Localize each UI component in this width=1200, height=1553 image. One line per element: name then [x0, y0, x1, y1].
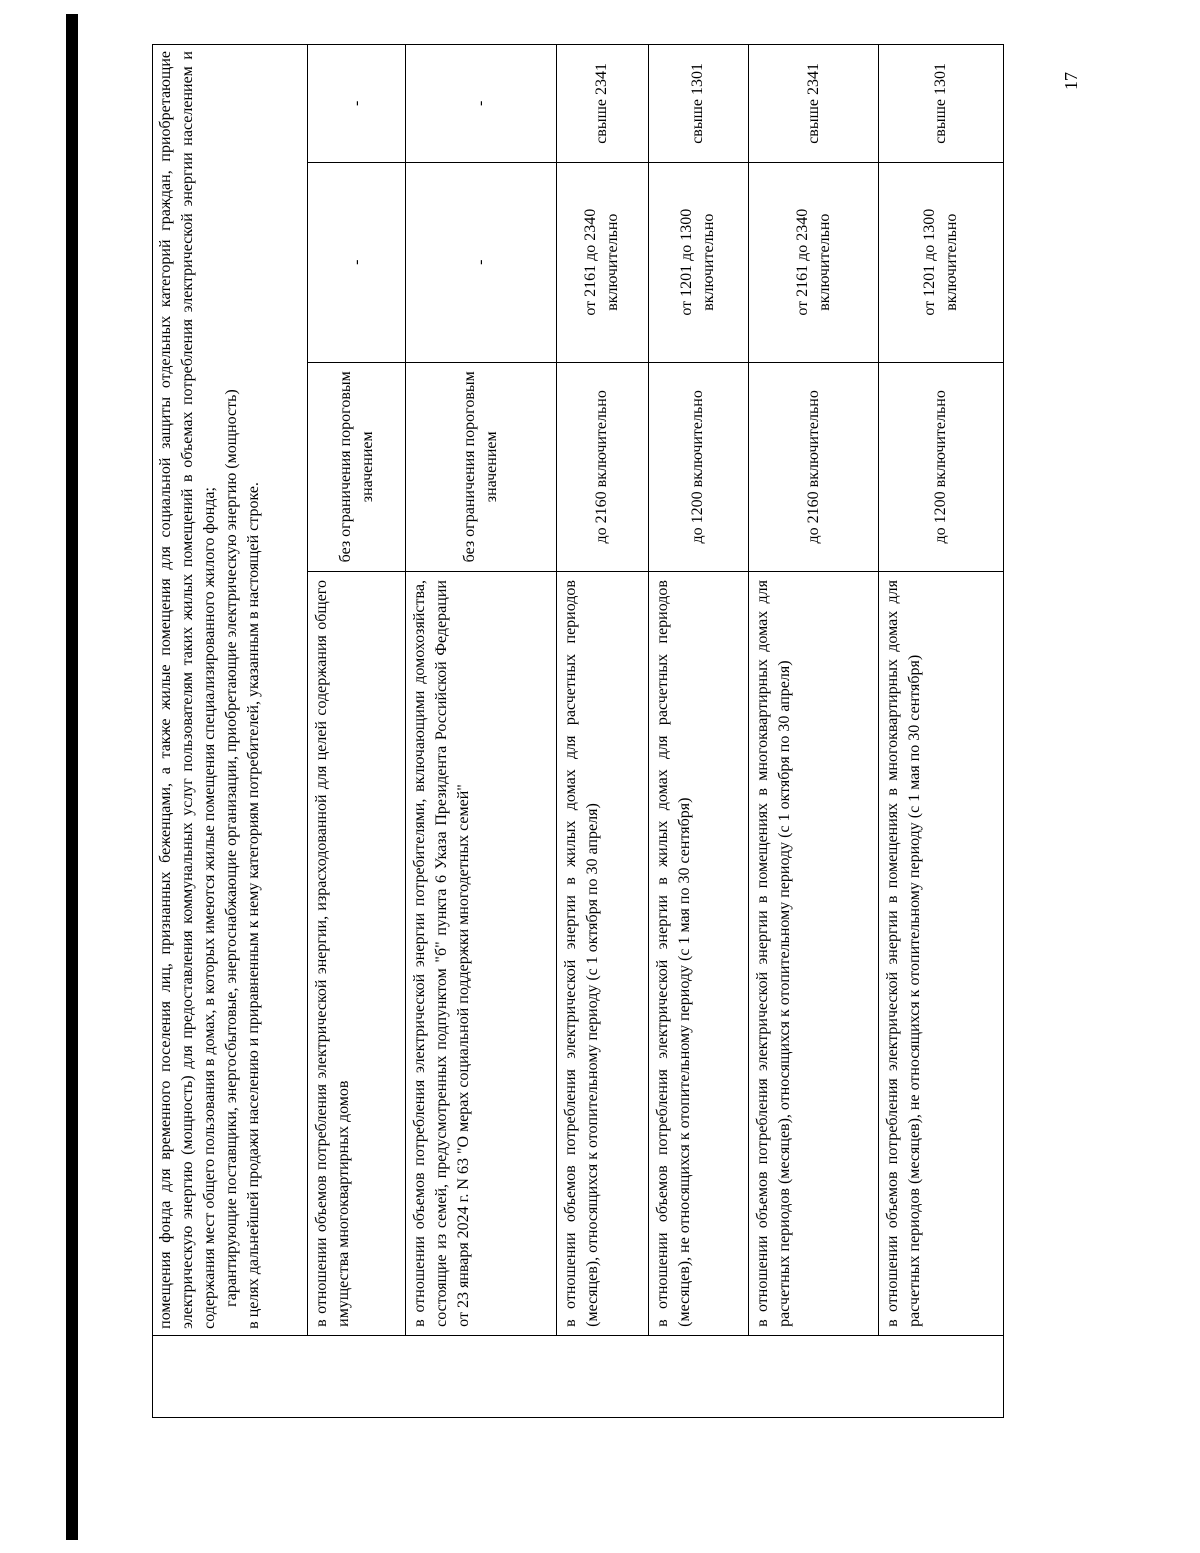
row-description: в отношении объемов потребления электрической энергии в помещениях в многоквартирных домах для расчетных периодов (месяцев), относящихся к отопительному периоду (с 1 октября по 30 апреля) — [748, 572, 879, 1336]
row-range-1: до 2160 включительно — [748, 362, 879, 571]
page-number-text: 17 — [1061, 72, 1081, 90]
row-range-3: - — [308, 45, 406, 163]
table-row — [308, 45, 406, 1418]
rotated-table-container — [152, 44, 1004, 1418]
empty-first-column — [153, 1335, 1004, 1417]
row-range-3: свыше 2341 — [557, 45, 649, 163]
row-range-3: свыше 2341 — [748, 45, 879, 163]
row-range-1: до 2160 включительно — [557, 362, 649, 571]
row-range-1: до 1200 включительно — [879, 362, 1004, 571]
header-text-cell — [153, 45, 308, 1336]
table-row — [648, 45, 748, 1418]
header-paragraph-1: помещения фонда для временного поселения лиц, признанных беженцами, а также жилые помещения для социальной защиты отдельных категорий граждан, приобретающие электрическую энергию (мощность) для предоставления коммунальных услуг пользователям таких жилых помещений в объемах потребления электрической энергии населением и содержания мест общего пользования в домах, в которых имеются жилые помещения специализированного жилого фонда; — [157, 51, 218, 1329]
table-row — [879, 45, 1004, 1418]
row-range-3: - — [406, 45, 557, 163]
row-range-2: - — [308, 162, 406, 362]
row-range-2: от 1201 до 1300 включительно — [648, 162, 748, 362]
row-range-2: от 2161 до 2340 включительно — [557, 162, 649, 362]
row-range-2: от 1201 до 1300 включительно — [879, 162, 1004, 362]
row-description: в отношении объемов потребления электрической энергии, израсходованной для целей содержания общего имущества многоквартирных домов — [308, 572, 406, 1336]
row-range-2: от 2161 до 2340 включительно — [748, 162, 879, 362]
row-description: в отношении объемов потребления электрической энергии в помещениях в многоквартирных домах для расчетных периодов (месяцев), не относящихся к отопительному периоду (с 1 мая по 30 сентября) — [879, 572, 1004, 1336]
scan-edge-bar — [66, 14, 78, 1540]
row-range-1: до 1200 включительно — [648, 362, 748, 571]
row-description: в отношении объемов потребления электрической энергии в жилых домах для расчетных периодов (месяцев), не относящихся к отопительному периоду (с 1 мая по 30 сентября) — [648, 572, 748, 1336]
row-range-2: - — [406, 162, 557, 362]
page-number — [1060, 68, 1082, 98]
header-paragraph-2: гарантирующие поставщики, энергосбытовые, энергоснабжающие организации, приобретающие электрическую энергию (мощность) — [223, 389, 240, 1307]
row-range-1: без ограничения пороговым значением — [308, 362, 406, 571]
table-row — [406, 45, 557, 1418]
header-paragraph-3: в целях дальнейшей продажи населению и приравненным к нему категориям потребителей, указанным в настоящей строке. — [245, 482, 262, 1329]
row-range-3: свыше 1301 — [648, 45, 748, 163]
tariff-threshold-table — [152, 44, 1004, 1418]
table-row-header-text — [153, 45, 308, 1418]
table-row — [748, 45, 879, 1418]
row-description: в отношении объемов потребления электрической энергии в жилых домах для расчетных периодов (месяцев), относящихся к отопительному периоду (с 1 октября по 30 апреля) — [557, 572, 649, 1336]
row-range-3: свыше 1301 — [879, 45, 1004, 163]
row-description: в отношении объемов потребления электрической энергии потребителями, включающими домохозяйства, состоящие из семей, предусмотренных подпунктом "б" пункта 6 Указа Президента Российской Федерации от 23 января 2024 г. N 63 "О мерах социальной поддержки многодетных семей" — [406, 572, 557, 1336]
row-range-1: без ограничения пороговым значением — [406, 362, 557, 571]
table-row — [557, 45, 649, 1418]
